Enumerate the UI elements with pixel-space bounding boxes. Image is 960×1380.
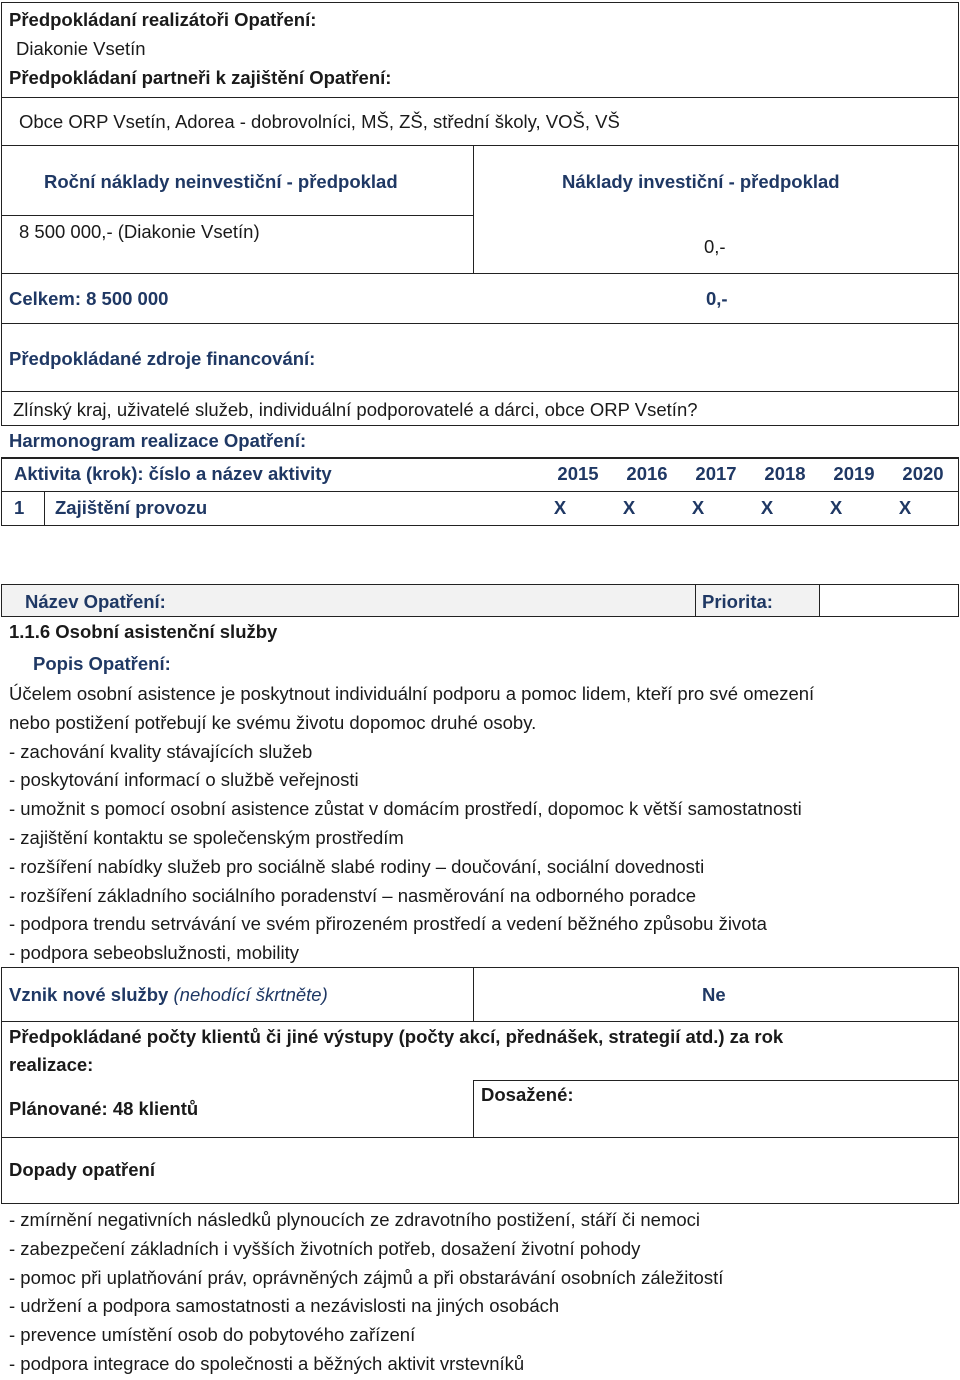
impact-line: - udržení a podpora samostatnosti a nezávislosti na jiných osobách bbox=[9, 1295, 560, 1317]
impacts-label: Dopady opatření bbox=[9, 1159, 155, 1180]
divider bbox=[473, 967, 474, 1022]
description-line: - podpora sebeobslužnosti, mobility bbox=[9, 942, 299, 964]
funding-label: Předpokládané zdroje financování: bbox=[9, 348, 316, 369]
partners-label: Předpokládaní partneři k zajištění Opatření: bbox=[9, 67, 392, 88]
priority-label: Priorita: bbox=[702, 591, 773, 612]
divider bbox=[1, 145, 959, 146]
year-2020: 2020 bbox=[902, 463, 944, 484]
year-2018: 2018 bbox=[764, 463, 806, 484]
description-line: - podpora trendu setrvávání ve svém přirozeném prostředí a vedení běžného způsobu života bbox=[9, 913, 767, 935]
impact-line: - pomoc při uplatňování práv, oprávněných zájmů a při obstarávání osobních záležitostí bbox=[9, 1266, 724, 1288]
description-line: - umožnit s pomocí osobní asistence zůstat v domácím prostředí, dopomoc k větší samostatnosti bbox=[9, 798, 802, 820]
schedule-label: Harmonogram realizace Opatření: bbox=[9, 430, 307, 451]
measure-title: 1.1.6 Osobní asistenční služby bbox=[9, 621, 278, 642]
description-line: - rozšíření nabídky služeb pro sociálně slabé rodiny – doučování, sociální dovednosti bbox=[9, 855, 705, 877]
description-text bbox=[9, 680, 814, 968]
description-line: - zachování kvality stávajících služeb bbox=[9, 740, 313, 762]
total-cost: Celkem: 8 500 000 bbox=[9, 288, 169, 309]
noninvest-cost-label: Roční náklady neinvestiční - předpoklad bbox=[44, 171, 398, 192]
year-2016: 2016 bbox=[626, 463, 668, 484]
description-line: - zajištění kontaktu se společenským prostředím bbox=[9, 826, 404, 848]
description-line: - rozšíření základního sociálního poradenství – nasměrování na odborného poradce bbox=[9, 884, 696, 906]
description-label: Popis Opatření: bbox=[33, 653, 171, 674]
divider bbox=[1, 273, 959, 274]
planned-clients: Plánované: 48 klientů bbox=[9, 1098, 199, 1119]
achieved-clients: Dosažené: bbox=[481, 1084, 574, 1105]
divider bbox=[1, 1021, 959, 1022]
activity-mark-2018: X bbox=[760, 497, 774, 518]
implementers-value: Diakonie Vsetín bbox=[16, 38, 146, 59]
divider bbox=[44, 491, 45, 526]
funding-value: Zlínský kraj, uživatelé služeb, individuální podporovatelé a dárci, obce ORP Vsetín? bbox=[13, 399, 698, 420]
activity-row-number: 1 bbox=[14, 497, 25, 518]
year-2019: 2019 bbox=[833, 463, 875, 484]
divider bbox=[1, 215, 473, 216]
partners-value: Obce ORP Vsetín, Adorea - dobrovolníci, MŠ, ZŠ, střední školy, VOŠ, VŠ bbox=[19, 111, 620, 132]
impact-line: - zmírnění negativních následků plynoucích ze zdravotního postižení, stáří či nemoci bbox=[9, 1209, 701, 1230]
impact-line: - podpora integrace do společnosti a běžných aktivit vrstevníků bbox=[9, 1352, 525, 1374]
impact-line: - zabezpečení základních i vyšších životních potřeb, dosažení životní pohody bbox=[9, 1237, 641, 1259]
year-2017: 2017 bbox=[695, 463, 737, 484]
activity-mark-2017: X bbox=[691, 497, 705, 518]
activity-mark-2016: X bbox=[622, 497, 636, 518]
activity-header: Aktivita (krok): číslo a název aktivity bbox=[14, 463, 332, 484]
divider bbox=[1, 491, 959, 492]
divider bbox=[473, 1080, 474, 1138]
clients-label-line1: Předpokládané počty klientů či jiné výstupy (počty akcí, přednášek, strategií atd.) za rok bbox=[9, 1026, 784, 1047]
activity-row-name: Zajištění provozu bbox=[55, 497, 208, 518]
measure-name-label: Název Opatření: bbox=[25, 591, 166, 612]
divider bbox=[473, 145, 474, 273]
year-2015: 2015 bbox=[557, 463, 599, 484]
description-line: Účelem osobní asistence je poskytnout individuální podporu a pomoc lidem, kteří pro své omezení bbox=[9, 683, 815, 704]
invest-cost-label: Náklady investiční - předpoklad bbox=[562, 171, 840, 192]
description-line: nebo postižení potřebují ke svému životu dopomoc druhé osoby. bbox=[9, 711, 537, 733]
new-service-value: Ne bbox=[702, 984, 726, 1005]
invest-cost-value: 0,- bbox=[704, 236, 726, 257]
divider bbox=[1, 97, 959, 98]
divider bbox=[1, 391, 959, 392]
clients-label-line2: realizace: bbox=[9, 1054, 94, 1075]
divider bbox=[1, 1137, 959, 1138]
priority-value-cell bbox=[819, 584, 959, 617]
new-service-label-text: Vznik nové služby bbox=[9, 984, 169, 1005]
impacts-text bbox=[9, 1206, 723, 1379]
divider bbox=[1, 323, 959, 324]
activity-mark-2015: X bbox=[553, 497, 567, 518]
new-service-label bbox=[9, 984, 328, 1006]
activity-mark-2020: X bbox=[898, 497, 912, 518]
impact-line: - prevence umístění osob do pobytového zařízení bbox=[9, 1324, 416, 1346]
new-service-hint: (nehodící škrtněte) bbox=[173, 984, 328, 1005]
divider bbox=[473, 1080, 959, 1081]
description-line: - poskytování informací o službě veřejnosti bbox=[9, 769, 359, 791]
noninvest-cost-value: 8 500 000,- (Diakonie Vsetín) bbox=[19, 221, 260, 242]
total-invest: 0,- bbox=[706, 288, 728, 309]
implementers-label: Předpokládaní realizátoři Opatření: bbox=[9, 9, 317, 30]
activity-mark-2019: X bbox=[829, 497, 843, 518]
